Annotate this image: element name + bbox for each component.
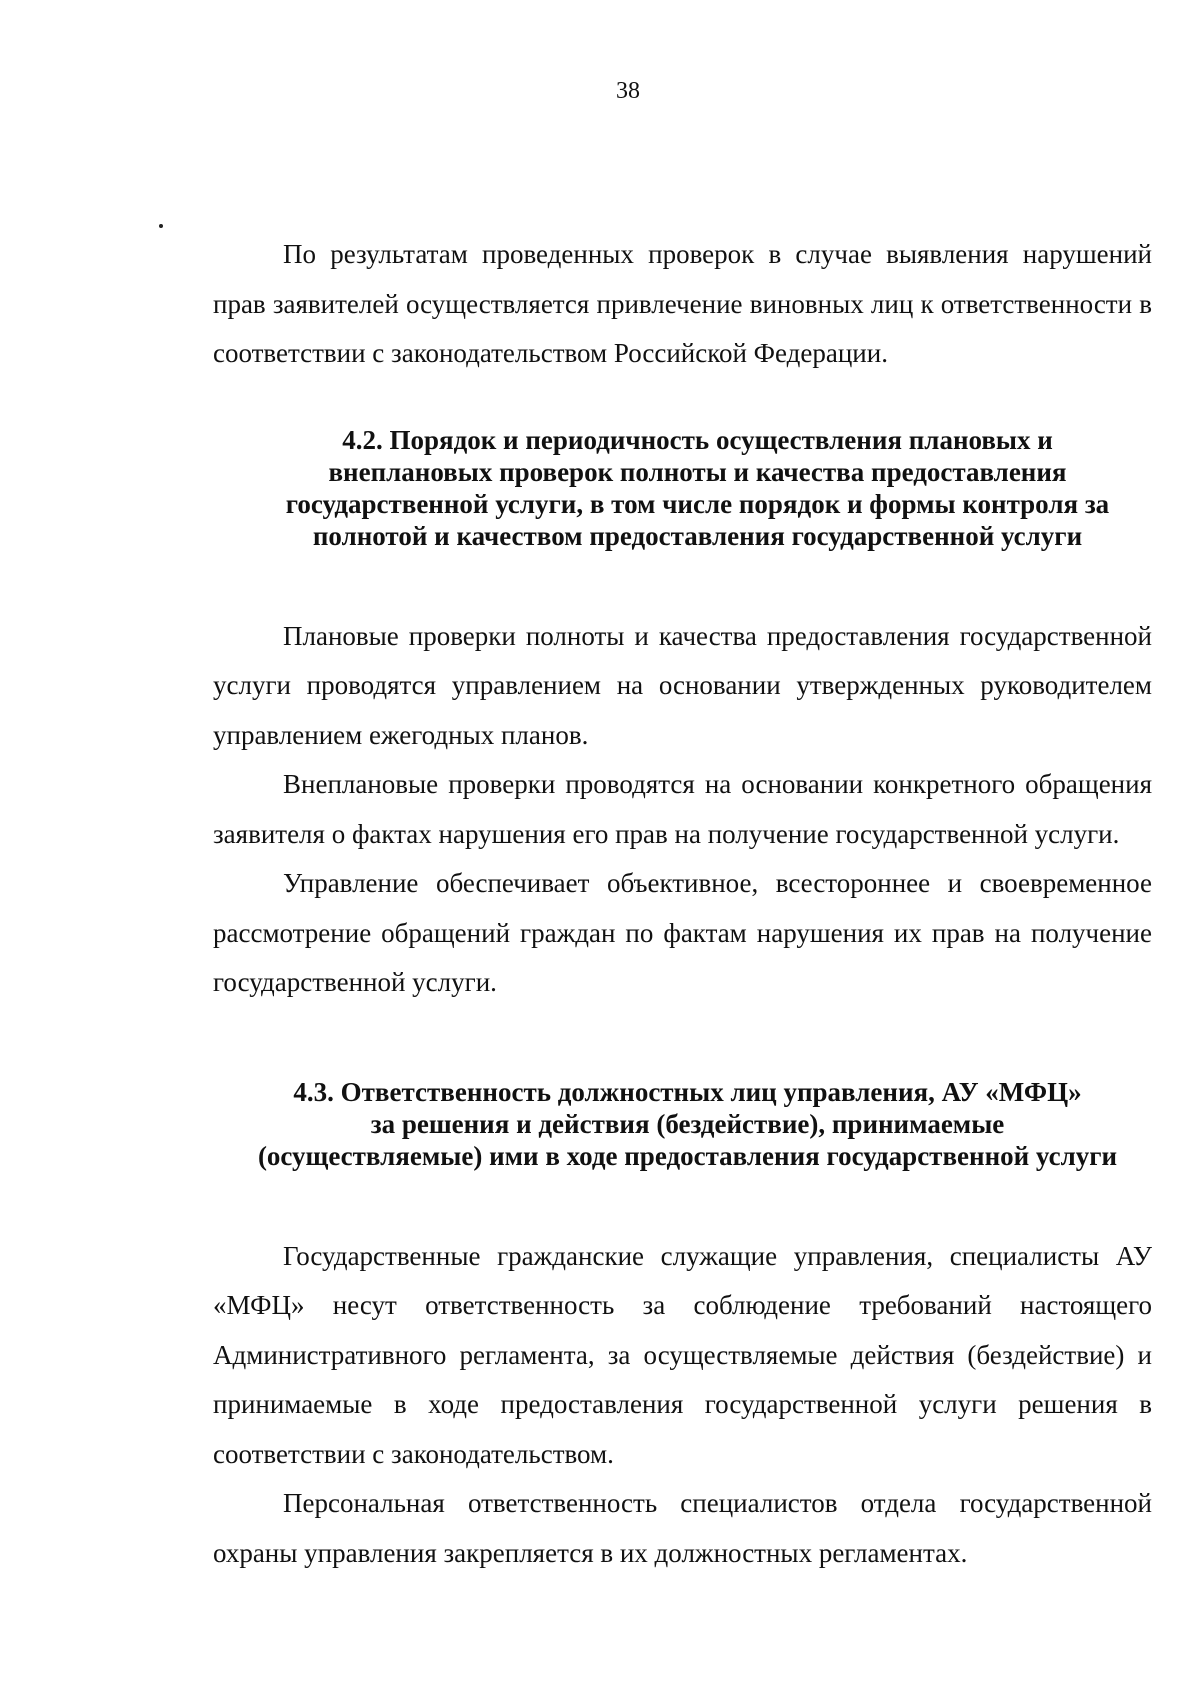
intro-paragraph: По результатам проведенных проверок в случае выявления нарушений прав заявителей осуществляется привлечение виновных лиц к ответственности в соответствии с законодательством Российской Федерации.: [213, 239, 1152, 368]
heading-line: государственной услуги, в том числе порядок и формы контроля за: [285, 488, 1110, 519]
section-4-2-paragraph: Внеплановые проверки проводятся на основании конкретного обращения заявителя о фактах нарушения его прав на получение государственной услуги.: [213, 769, 1152, 849]
heading-line: 4.3. Ответственность должностных лиц управления, АУ «МФЦ»: [293, 1076, 1082, 1107]
document-body: [213, 230, 1152, 1578]
page-number: 38: [616, 78, 640, 104]
section-4-2-heading: [213, 424, 1152, 552]
heading-line: внеплановых проверок полноты и качества предоставления: [328, 456, 1067, 487]
section-4-2-paragraph: Плановые проверки полноты и качества предоставления государственной услуги проводятся управлением на основании утвержденных руководителем управлением ежегодных планов.: [213, 620, 1152, 750]
heading-line: (осуществляемые) ими в ходе предоставления государственной услуги: [257, 1140, 1118, 1171]
section-4-3-heading: [213, 1076, 1152, 1172]
section-4-3-paragraph: Государственные гражданские служащие управления, специалисты АУ «МФЦ» несут ответственность за соблюдение требований настоящего Административного регламента, за осуществляемые действия (бездействие) и принимаемые в ходе предоставления государственной услуги решения в соответствии с законодательством.: [213, 1240, 1152, 1469]
scan-speck: [159, 224, 163, 228]
heading-line: 4.2. Порядок и периодичность осуществления плановых и: [342, 424, 1053, 455]
section-4-3-paragraph: Персональная ответственность специалистов отдела государственной охраны управления закрепляется в их должностных регламентах.: [213, 1488, 1152, 1568]
heading-line: за решения и действия (бездействие), принимаемые: [370, 1108, 1005, 1139]
heading-line: полнотой и качеством предоставления государственной услуги: [312, 520, 1083, 551]
section-4-2-paragraph: Управление обеспечивает объективное, всестороннее и своевременное рассмотрение обращений граждан по фактам нарушения их прав на получение государственной услуги.: [213, 868, 1152, 997]
